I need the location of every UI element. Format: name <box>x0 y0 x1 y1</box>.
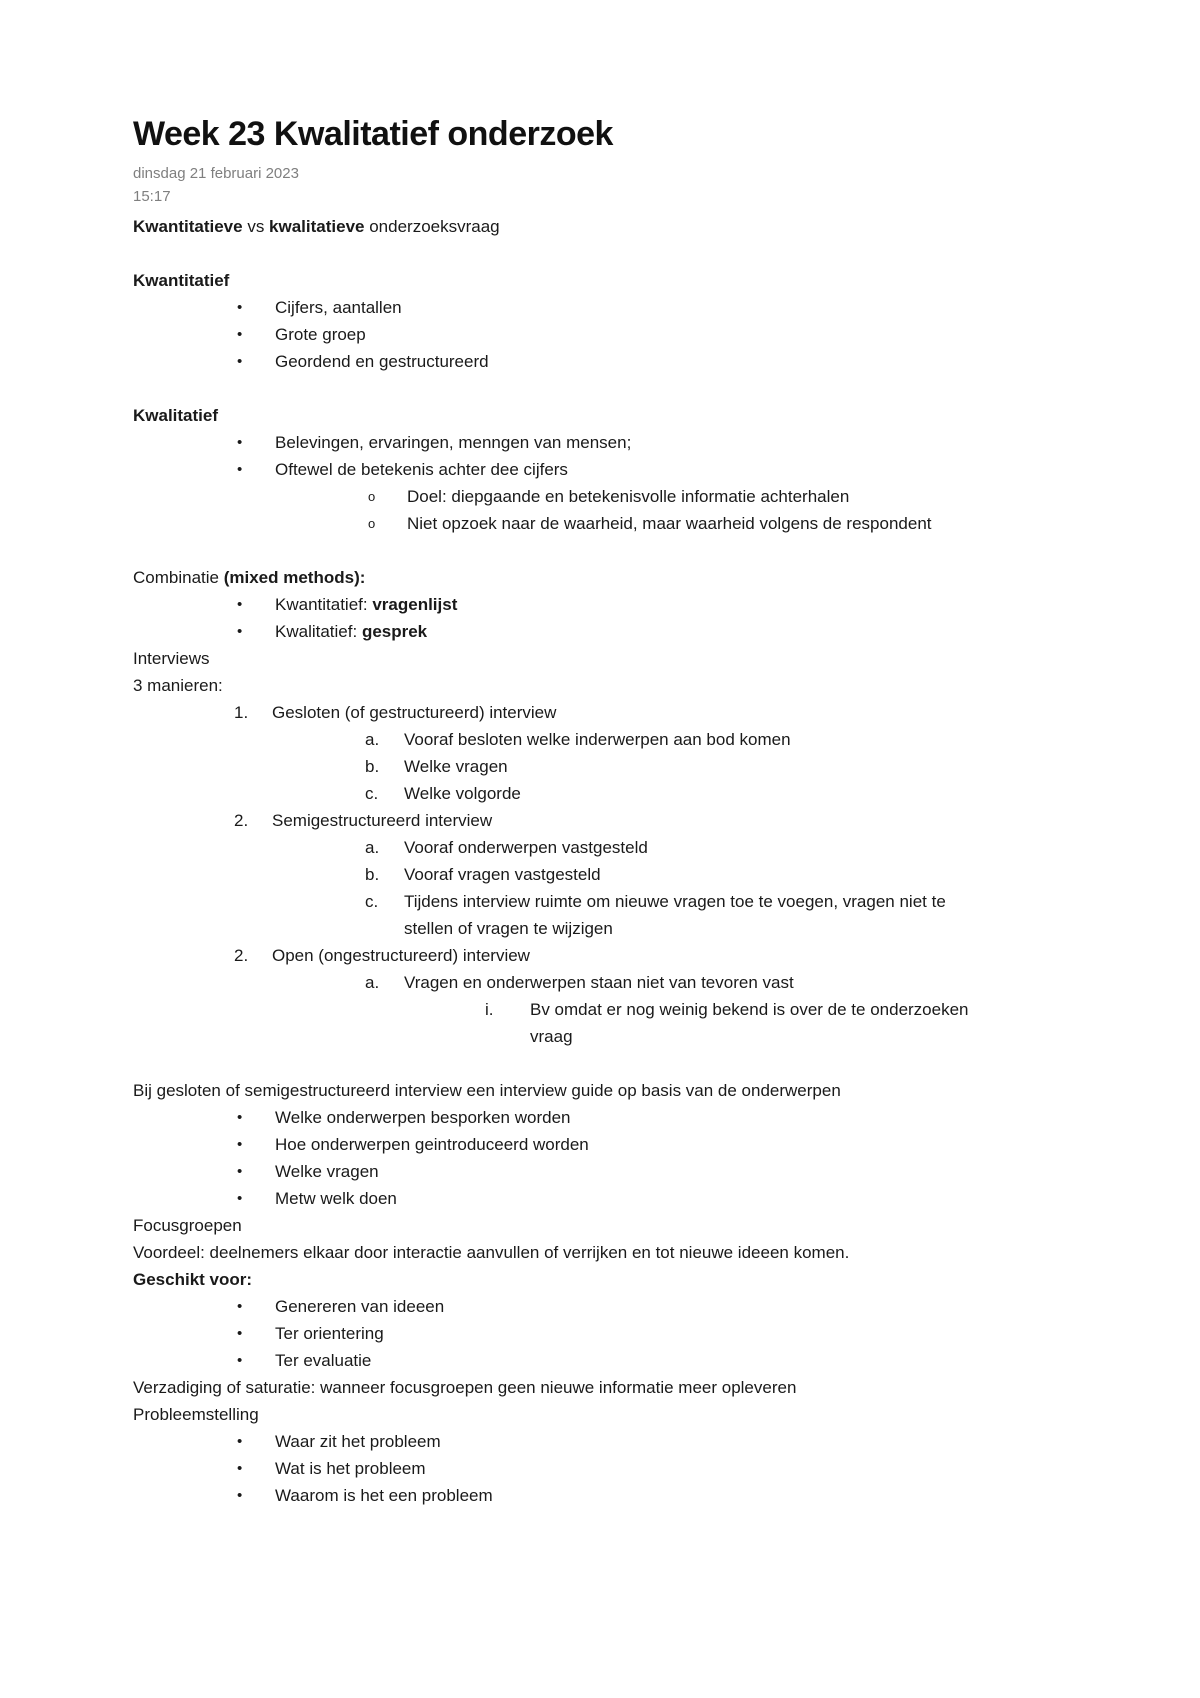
list-marker: 2. <box>234 811 249 830</box>
line-text: Bv omdat er nog weinig bekend is over de te onderzoeken vraag <box>530 1000 969 1046</box>
page-title: Week 23 Kwalitatief onderzoek <box>133 115 613 153</box>
list-item <box>365 888 978 942</box>
line-text: Oftewel de betekenis achter dee cijfers <box>275 460 568 479</box>
list-marker: 1. <box>234 703 249 722</box>
line-text: Verzadiging of saturatie: wanneer focusgroepen geen nieuwe informatie meer opleveren <box>133 1378 797 1397</box>
list-item <box>365 753 978 780</box>
line-text: Semigestructureerd interview <box>272 811 493 830</box>
line-text: Welke onderwerpen besporken worden <box>275 1108 571 1127</box>
list-item <box>234 942 978 969</box>
line-text: Welke volgorde <box>404 784 521 803</box>
line-text: Metw welk doen <box>275 1189 397 1208</box>
section-heading <box>133 267 978 294</box>
line-text: Welke vragen <box>275 1162 379 1181</box>
list-item <box>234 348 978 375</box>
list-item <box>234 1131 978 1158</box>
text-segment: Kwalitatief: <box>275 622 362 641</box>
list-item <box>234 807 978 834</box>
paragraph <box>133 645 978 672</box>
list-marker: • <box>237 1487 243 1504</box>
text-segment: kwalitatieve <box>269 217 365 236</box>
list-item <box>234 1158 978 1185</box>
text-segment: gesprek <box>361 622 428 641</box>
list-marker: • <box>237 596 243 613</box>
blank-line <box>133 537 978 564</box>
list-marker: c. <box>365 784 379 803</box>
list-item <box>234 294 978 321</box>
line-text <box>133 564 978 591</box>
blank-line <box>133 240 978 267</box>
list-marker: • <box>237 434 243 451</box>
list-marker: • <box>237 623 243 640</box>
line-text: Bij gesloten of semigestructureerd interview een interview guide op basis van de onderwerpen <box>133 1081 841 1100</box>
list-item <box>365 483 978 510</box>
list-item <box>234 321 978 348</box>
list-marker: • <box>237 299 243 316</box>
list-marker: • <box>237 1190 243 1207</box>
list-marker: • <box>237 1109 243 1126</box>
list-marker: o <box>368 516 376 531</box>
list-item <box>365 861 978 888</box>
list-marker: • <box>237 1460 243 1477</box>
line-text: Interviews <box>133 649 210 668</box>
doc-body <box>133 213 978 1509</box>
line-text: Welke vragen <box>404 757 508 776</box>
list-marker: c. <box>365 892 379 911</box>
line-text: Wat is het probleem <box>275 1459 426 1478</box>
text-segment: Kwantitatief: <box>275 595 373 614</box>
list-item <box>234 1185 978 1212</box>
text-segment: Kwantitatieve <box>133 217 243 236</box>
line-text: Geordend en gestructureerd <box>275 352 489 371</box>
list-item <box>234 699 978 726</box>
list-marker: • <box>237 1352 243 1369</box>
paragraph <box>133 1374 978 1401</box>
line-text <box>275 618 978 645</box>
note-date: dinsdag 21 februari 2023 <box>133 165 299 182</box>
text-segment: vragenlijst <box>372 595 458 614</box>
line-text: Waar zit het probleem <box>275 1432 441 1451</box>
paragraph <box>133 1077 978 1104</box>
list-marker: i. <box>485 1000 494 1019</box>
list-marker: 2. <box>234 946 249 965</box>
list-item <box>365 780 978 807</box>
list-marker: a. <box>365 730 380 749</box>
line-text: Open (ongestructureerd) interview <box>272 946 530 965</box>
list-marker: • <box>237 1298 243 1315</box>
list-item <box>234 1104 978 1131</box>
line-text <box>275 591 978 618</box>
list-marker: • <box>237 1433 243 1450</box>
section-heading <box>133 402 978 429</box>
heading-text: Geschikt voor: <box>133 1270 253 1289</box>
list-item <box>234 591 978 618</box>
list-item <box>365 834 978 861</box>
line-text: Waarom is het een probleem <box>275 1486 493 1505</box>
line-text: Ter orientering <box>275 1324 384 1343</box>
line-text: Vooraf vragen vastgesteld <box>404 865 601 884</box>
paragraph <box>133 672 978 699</box>
text-segment: Combinatie <box>133 568 224 587</box>
line-text: Belevingen, ervaringen, menngen van mensen; <box>275 433 632 452</box>
list-item <box>234 1482 978 1509</box>
list-item <box>234 618 978 645</box>
line-text: Cijfers, aantallen <box>275 298 402 317</box>
line-text: Tijdens interview ruimte om nieuwe vragen toe te voegen, vragen niet te stellen of vragen te wijzigen <box>404 892 946 938</box>
list-item <box>234 1293 978 1320</box>
section-heading <box>133 1266 978 1293</box>
list-marker: • <box>237 1163 243 1180</box>
line-text: Ter evaluatie <box>275 1351 372 1370</box>
list-item <box>365 726 978 753</box>
note-time: 15:17 <box>133 188 171 205</box>
line-text: 3 manieren: <box>133 676 223 695</box>
line-text: Gesloten (of gestructureerd) interview <box>272 703 557 722</box>
line-text: Focusgroepen <box>133 1216 242 1235</box>
paragraph <box>133 213 978 240</box>
list-item <box>234 1320 978 1347</box>
list-marker: • <box>237 353 243 370</box>
paragraph <box>133 1212 978 1239</box>
list-marker: b. <box>365 865 380 884</box>
heading-text: Kwantitatief <box>133 271 230 290</box>
list-marker: • <box>237 1325 243 1342</box>
line-text: Voordeel: deelnemers elkaar door interactie aanvullen of verrijken en tot nieuwe ideeen komen. <box>133 1243 850 1262</box>
text-segment: (mixed methods): <box>223 568 366 587</box>
line-text: Niet opzoek naar de waarheid, maar waarheid volgens de respondent <box>407 514 932 533</box>
list-item <box>234 429 978 456</box>
line-text: Genereren van ideeen <box>275 1297 445 1316</box>
list-item <box>234 1347 978 1374</box>
line-text: Vooraf besloten welke inderwerpen aan bod komen <box>404 730 791 749</box>
list-item <box>234 1428 978 1455</box>
list-marker: • <box>237 1136 243 1153</box>
line-text: Vragen en onderwerpen staan niet van tevoren vast <box>404 973 794 992</box>
list-item <box>234 456 978 483</box>
list-marker: • <box>237 326 243 343</box>
list-marker: a. <box>365 973 380 992</box>
list-marker: b. <box>365 757 380 776</box>
list-item <box>365 510 978 537</box>
list-marker: • <box>237 461 243 478</box>
blank-line <box>133 375 978 402</box>
list-item <box>365 969 978 996</box>
line-text <box>133 213 978 240</box>
list-item <box>234 1455 978 1482</box>
line-text: Probleemstelling <box>133 1405 259 1424</box>
line-text: Hoe onderwerpen geintroduceerd worden <box>275 1135 589 1154</box>
line-text: Grote groep <box>275 325 366 344</box>
line-text: Doel: diepgaande en betekenisvolle informatie achterhalen <box>407 487 850 506</box>
paragraph <box>133 564 978 591</box>
list-marker: o <box>368 489 376 504</box>
heading-text: Kwalitatief <box>133 406 219 425</box>
line-text: Vooraf onderwerpen vastgesteld <box>404 838 648 857</box>
list-item <box>485 996 978 1050</box>
paragraph <box>133 1239 978 1266</box>
text-segment: vs <box>242 217 270 236</box>
list-marker: a. <box>365 838 380 857</box>
paragraph <box>133 1401 978 1428</box>
text-segment: onderzoeksvraag <box>364 217 500 236</box>
blank-line <box>133 1050 978 1077</box>
